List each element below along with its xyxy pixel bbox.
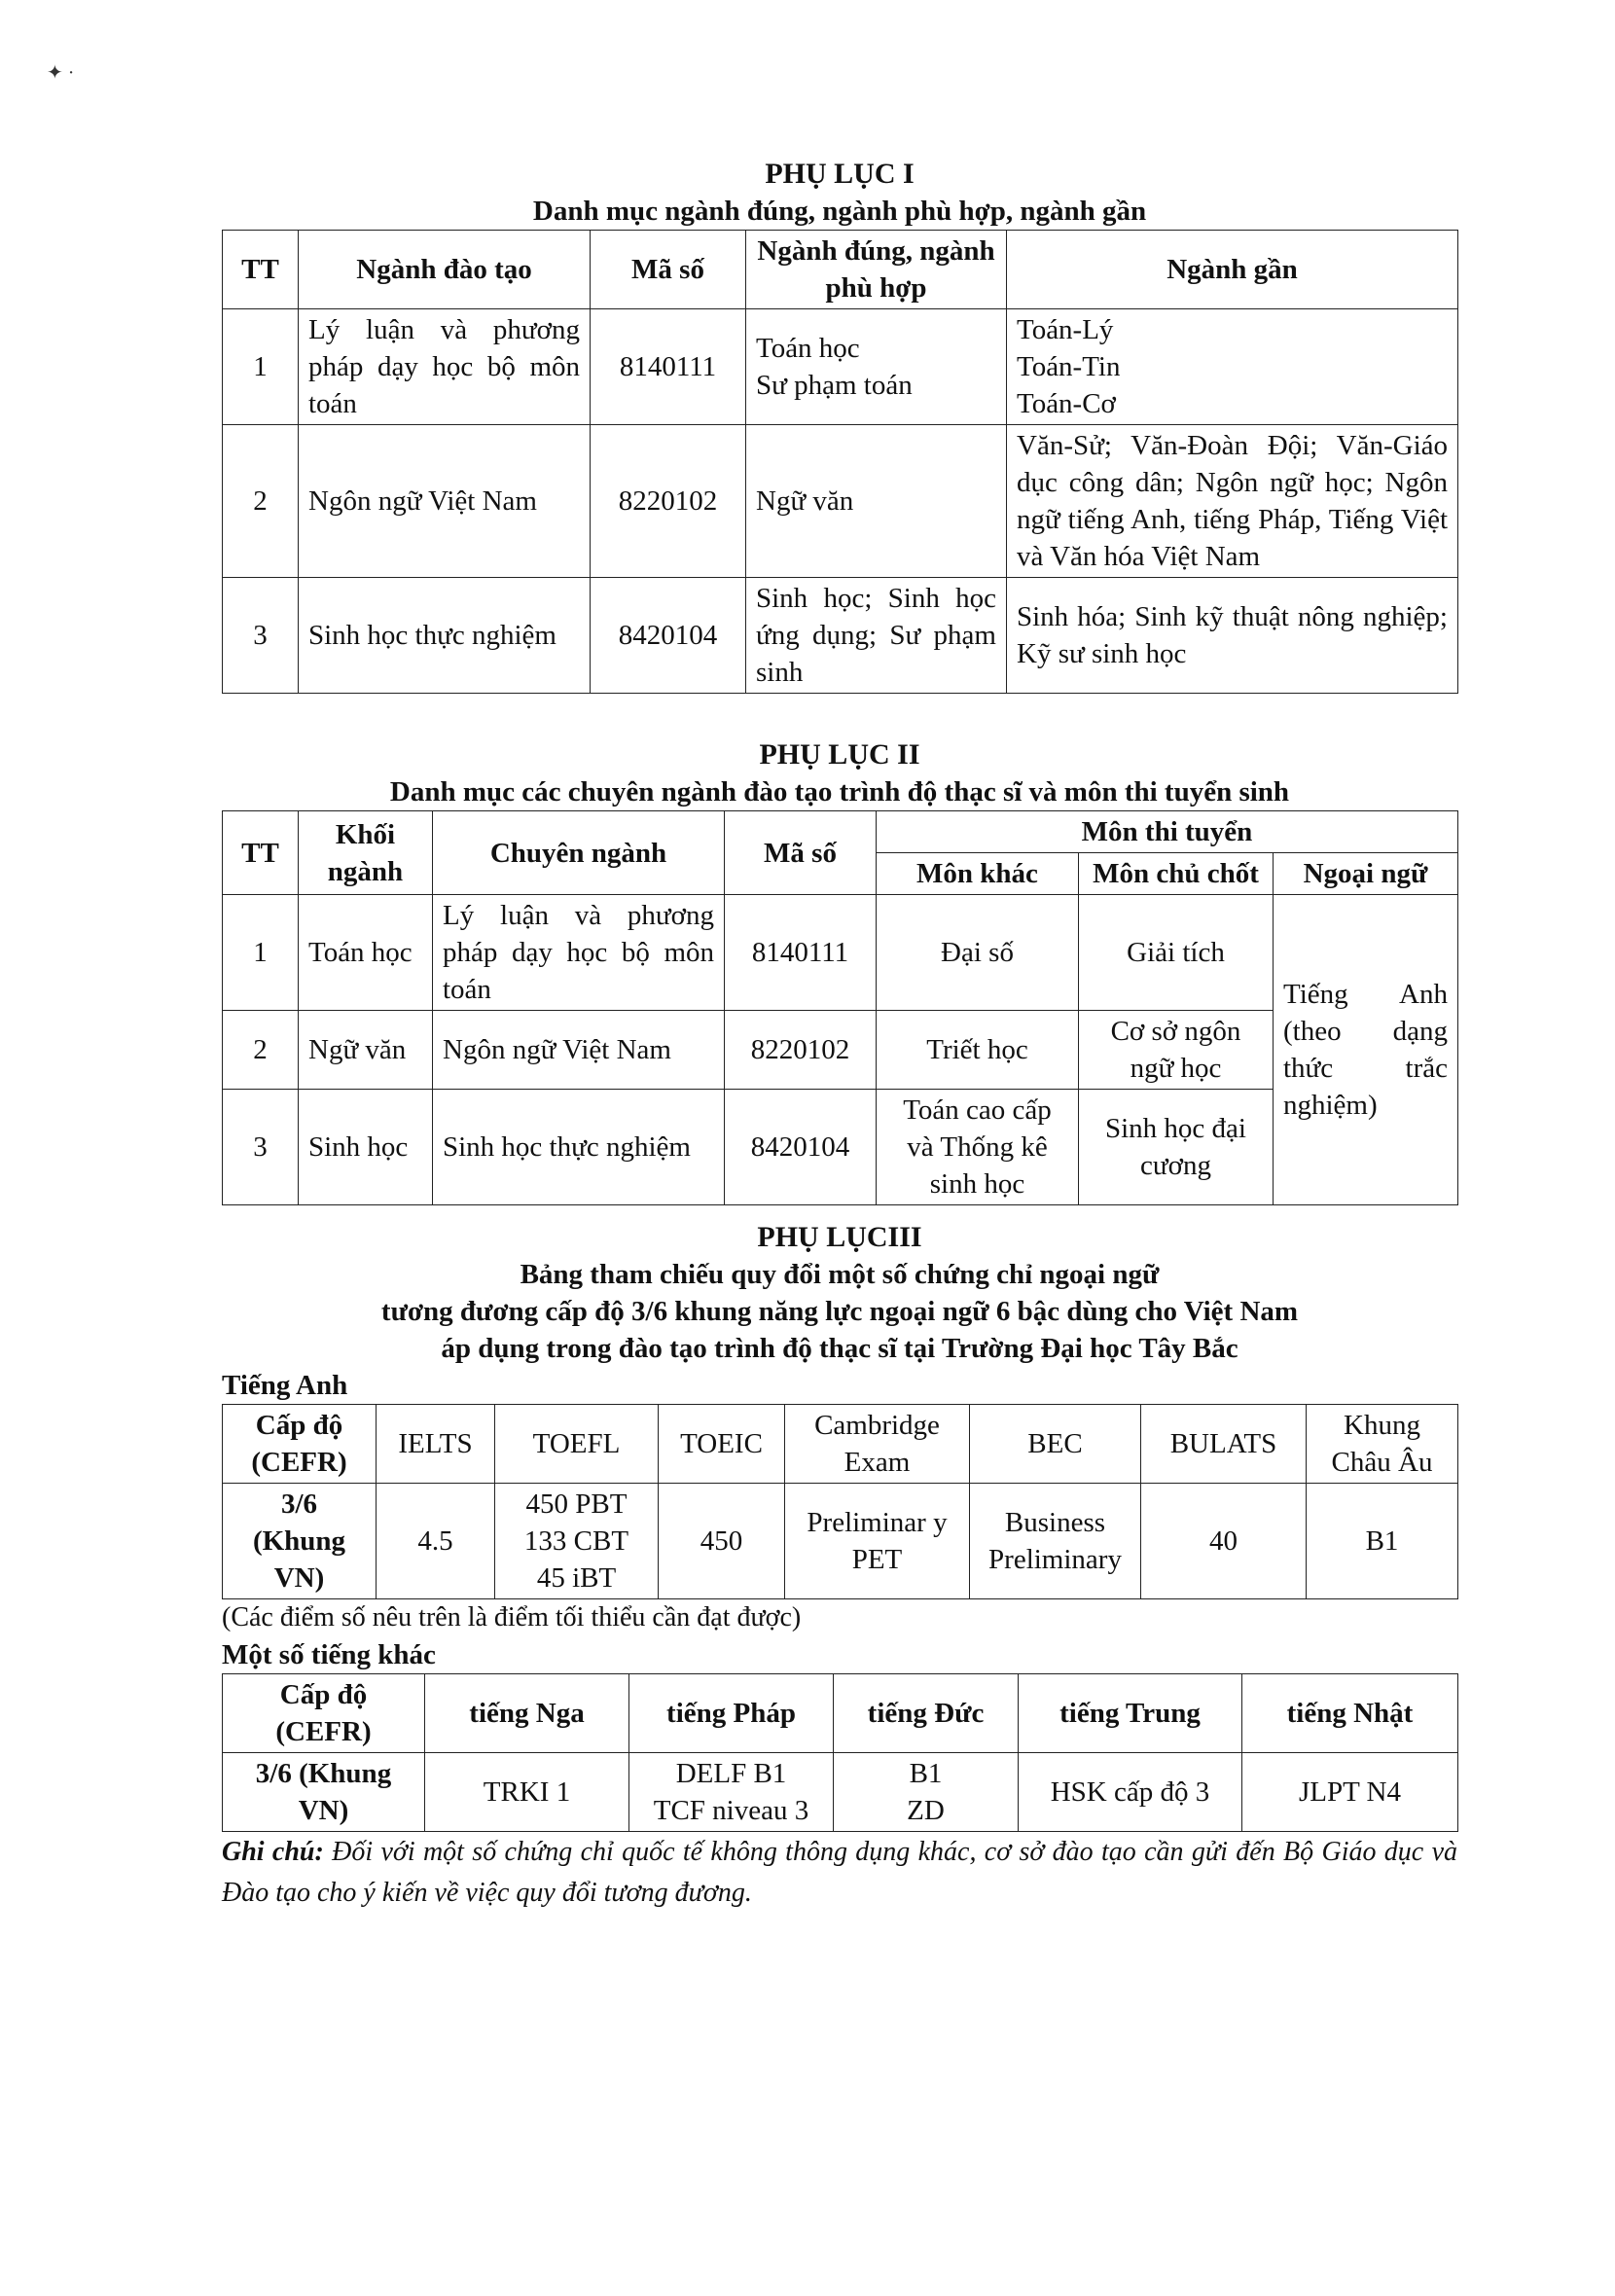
col-cap-do: Cấp độ (CEFR) [223, 1405, 377, 1484]
other-languages-label: Một số tiếng khác [222, 1639, 436, 1670]
english-label: Tiếng Anh [222, 1370, 348, 1401]
cell-ma: 8140111 [725, 895, 877, 1011]
col-nganh-dao-tao: Ngành đào tạo [299, 231, 591, 309]
col-mon-khac: Môn khác [877, 853, 1079, 895]
scan-mark: ✦ · [47, 62, 75, 84]
table-row [223, 578, 1458, 694]
table-row [223, 309, 1458, 425]
cell-cambridge: Preliminar y PET [785, 1484, 970, 1599]
cell-khoi: Sinh học [299, 1090, 433, 1205]
cell-tieng-duc: B1 ZD [834, 1753, 1019, 1832]
cell-bec: Business Preliminary [970, 1484, 1141, 1599]
cell-toefl: 450 PBT 133 CBT 45 iBT [495, 1484, 659, 1599]
col-tt: TT [223, 811, 299, 895]
cell-ielts: 4.5 [377, 1484, 495, 1599]
col-nganh-dung: Ngành đúng, ngành phù hợp [746, 231, 1007, 309]
col-khung-chau-au: Khung Châu Âu [1307, 1405, 1458, 1484]
cell-khung-chau-au: B1 [1307, 1484, 1458, 1599]
col-ngoai-ngu: Ngoại ngữ [1274, 853, 1458, 895]
footnote-text: Đối với một số chứng chỉ quốc tế không thông dụng khác, cơ sở đào tạo cần gửi đến Bộ Giáo dục và Đào tạo cho ý kiến về việc quy đổi tương đương. [222, 1837, 1457, 1908]
cell-ngoai-ngu: Tiếng Anh (theo dạng thức trắc nghiệm) [1274, 895, 1458, 1205]
cell-ma: 8420104 [591, 578, 746, 694]
cell-mon-khac: Triết học [877, 1011, 1079, 1090]
cell-tt: 1 [223, 895, 299, 1011]
table-header-row [223, 231, 1458, 309]
table-row [223, 425, 1458, 578]
cell-nganh-dung: Ngữ văn [746, 425, 1007, 578]
col-ma-so: Mã số [591, 231, 746, 309]
table-row [223, 1090, 1458, 1205]
col-tieng-phap: tiếng Pháp [629, 1674, 834, 1753]
cell-nganh: Sinh học thực nghiệm [299, 578, 591, 694]
col-bec: BEC [970, 1405, 1141, 1484]
cell-tt: 2 [223, 1011, 299, 1090]
cell-nganh-dung: Toán học Sư phạm toán [746, 309, 1007, 425]
col-tieng-trung: tiếng Trung [1019, 1674, 1242, 1753]
appendix-1-subtitle: Danh mục ngành đúng, ngành phù hợp, ngành gần [532, 196, 1147, 227]
appendix-2-table [222, 810, 1458, 1205]
col-cap-do: Cấp độ (CEFR) [223, 1674, 425, 1753]
table-header-row [223, 1405, 1458, 1484]
table-header-row [223, 811, 1458, 853]
cell-ma: 8140111 [591, 309, 746, 425]
table-header-row [223, 1674, 1458, 1753]
appendix-3-subtitle-line-3: áp dụng trong đào tạo trình độ thạc sĩ tại Trường Đại học Tây Bắc [441, 1333, 1238, 1364]
cell-bulats: 40 [1141, 1484, 1307, 1599]
footnote [222, 1832, 1457, 1914]
cell-mon-chu-chot: Sinh học đại cương [1079, 1090, 1274, 1205]
cell-cap-do: 3/6 (Khung VN) [223, 1484, 377, 1599]
footnote-label: Ghi chú: [222, 1837, 324, 1867]
cell-ma: 8220102 [591, 425, 746, 578]
col-toefl: TOEFL [495, 1405, 659, 1484]
appendix-1-title: PHỤ LỤC I [765, 158, 915, 190]
cell-tieng-trung: HSK cấp độ 3 [1019, 1753, 1242, 1832]
cell-nganh: Ngôn ngữ Việt Nam [299, 425, 591, 578]
cell-toeic: 450 [659, 1484, 785, 1599]
cell-nganh: Lý luận và phương pháp dạy học bộ môn toán [299, 309, 591, 425]
col-nganh-gan: Ngành gần [1007, 231, 1458, 309]
cell-tieng-nga: TRKI 1 [425, 1753, 629, 1832]
document-page [222, 156, 1457, 1914]
other-languages-table [222, 1673, 1458, 1832]
col-cambridge: Cambridge Exam [785, 1405, 970, 1484]
col-mon-chu-chot: Môn chủ chốt [1079, 853, 1274, 895]
col-tieng-duc: tiếng Đức [834, 1674, 1019, 1753]
cell-mon-khac: Toán cao cấp và Thống kê sinh học [877, 1090, 1079, 1205]
cell-chuyen-nganh: Lý luận và phương pháp dạy học bộ môn toán [433, 895, 725, 1011]
cell-mon-khac: Đại số [877, 895, 1079, 1011]
cell-tieng-phap: DELF B1 TCF niveau 3 [629, 1753, 834, 1832]
cell-nganh-dung: Sinh học; Sinh học ứng dụng; Sư phạm sinh [746, 578, 1007, 694]
cell-ma: 8220102 [725, 1011, 877, 1090]
table-row [223, 895, 1458, 1011]
appendix-2-subtitle: Danh mục các chuyên ngành đào tạo trình độ thạc sĩ và môn thi tuyển sinh [389, 776, 1290, 807]
cell-nganh-gan: Toán-Lý Toán-Tin Toán-Cơ [1007, 309, 1458, 425]
col-toeic: TOEIC [659, 1405, 785, 1484]
cell-ma: 8420104 [725, 1090, 877, 1205]
col-khoi-nganh: Khối ngành [299, 811, 433, 895]
cell-mon-chu-chot: Giải tích [1079, 895, 1274, 1011]
cell-tt: 3 [223, 1090, 299, 1205]
cell-tt: 2 [223, 425, 299, 578]
cell-khoi: Toán học [299, 895, 433, 1011]
cell-tt: 1 [223, 309, 299, 425]
col-ma-so: Mã số [725, 811, 877, 895]
cell-tt: 3 [223, 578, 299, 694]
cell-nganh-gan: Sinh hóa; Sinh kỹ thuật nông nghiệp; Kỹ sư sinh học [1007, 578, 1458, 694]
col-bulats: BULATS [1141, 1405, 1307, 1484]
appendix-2-title: PHỤ LỤC II [759, 738, 920, 771]
col-chuyen-nganh: Chuyên ngành [433, 811, 725, 895]
table-row [223, 1011, 1458, 1090]
col-mon-thi-tuyen: Môn thi tuyển [877, 811, 1458, 853]
cell-khoi: Ngữ văn [299, 1011, 433, 1090]
col-tieng-nhat: tiếng Nhật [1242, 1674, 1458, 1753]
col-tieng-nga: tiếng Nga [425, 1674, 629, 1753]
appendix-1-table [222, 230, 1458, 694]
cell-cap-do: 3/6 (Khung VN) [223, 1753, 425, 1832]
score-note: (Các điểm số nêu trên là điểm tối thiểu cần đạt được) [222, 1602, 802, 1632]
col-ielts: IELTS [377, 1405, 495, 1484]
appendix-3-subtitle-line-2: tương đương cấp độ 3/6 khung năng lực ngoại ngữ 6 bậc dùng cho Việt Nam [380, 1296, 1299, 1327]
english-cert-table [222, 1404, 1458, 1599]
cell-mon-chu-chot: Cơ sở ngôn ngữ học [1079, 1011, 1274, 1090]
cell-chuyen-nganh: Ngôn ngữ Việt Nam [433, 1011, 725, 1090]
table-row [223, 1484, 1458, 1599]
appendix-3-subtitle-line-1: Bảng tham chiếu quy đổi một số chứng chỉ ngoại ngữ [520, 1259, 1160, 1290]
cell-tieng-nhat: JLPT N4 [1242, 1753, 1458, 1832]
table-row [223, 1753, 1458, 1832]
cell-nganh-gan: Văn-Sử; Văn-Đoàn Đội; Văn-Giáo dục công dân; Ngôn ngữ học; Ngôn ngữ tiếng Anh, tiếng Pháp, Tiếng Việt và Văn hóa Việt Nam [1007, 425, 1458, 578]
appendix-3-title: PHỤ LỤCIII [757, 1221, 922, 1253]
cell-chuyen-nganh: Sinh học thực nghiệm [433, 1090, 725, 1205]
col-tt: TT [223, 231, 299, 309]
